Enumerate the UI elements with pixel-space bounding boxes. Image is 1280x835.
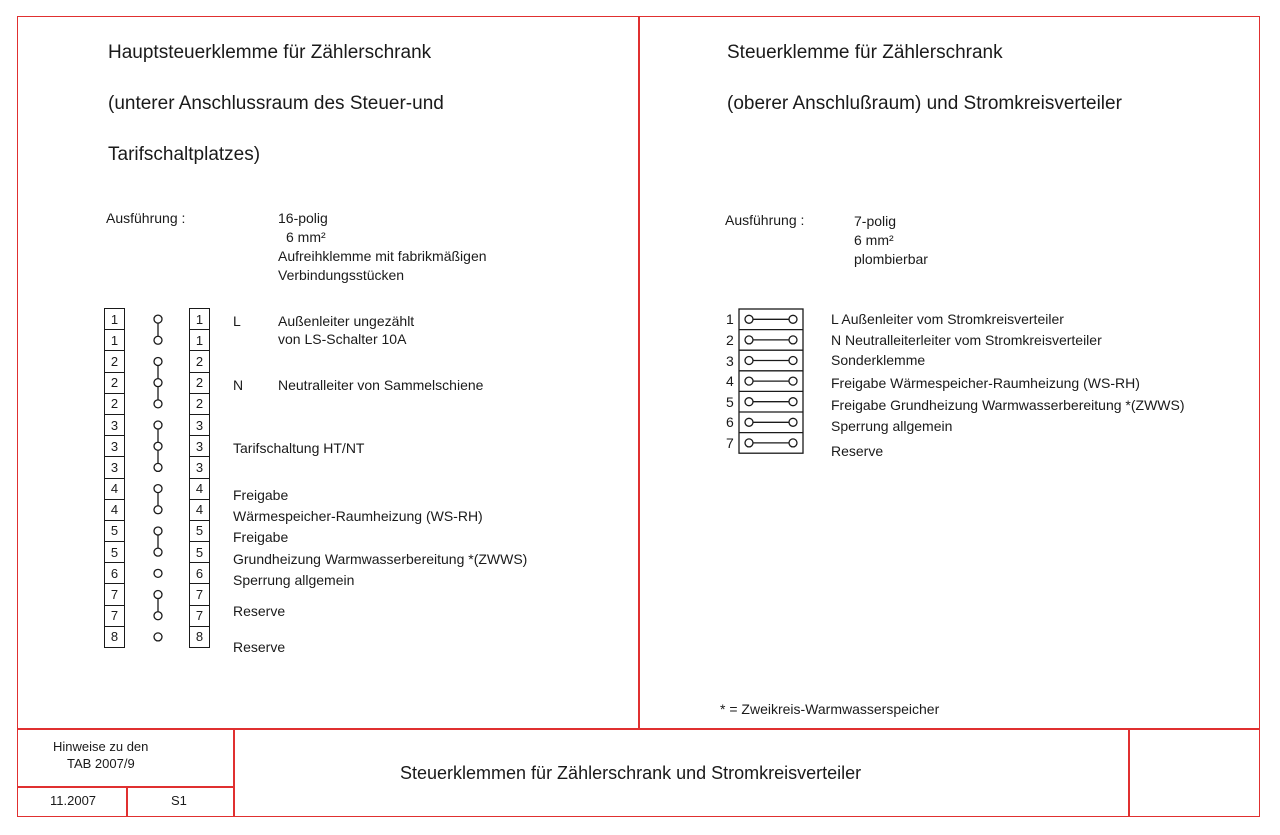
left-desc-9: Sperrung allgemein	[233, 572, 355, 588]
left-desc-4: Tarifschaltung HT/NT	[233, 440, 365, 456]
left-terminal-num-left: 2	[105, 351, 125, 372]
left-terminal-num-left: 2	[105, 372, 125, 393]
right-terminal-desc: N Neutralleiterleiter vom Stromkreisverteiler	[831, 332, 1102, 348]
left-desc-3: Neutralleiter von Sammelschiene	[278, 377, 484, 393]
right-terminal-contact	[745, 418, 753, 426]
right-ausfuehrung-label: Ausführung :	[725, 212, 805, 228]
footer-main-title: Steuerklemmen für Zählerschrank und Stromkreisverteiler	[400, 763, 862, 783]
left-title-line-1: Hauptsteuerklemme für Zählerschrank	[108, 42, 432, 63]
left-desc-8: Grundheizung Warmwasserbereitung *(ZWWS)	[233, 551, 528, 567]
left-desc-5: Freigabe	[233, 487, 289, 503]
left-terminal-num-left: 6	[105, 563, 125, 584]
right-terminal-contact	[745, 439, 753, 447]
right-terminal-contact	[745, 377, 753, 385]
left-terminal-num-left: 3	[105, 414, 125, 435]
left-desc-10: Reserve	[233, 603, 286, 619]
left-terminal-num-right: 3	[190, 414, 210, 435]
right-terminal-num: 6	[726, 414, 734, 431]
right-ausf-line-2: 6 mm²	[854, 232, 894, 248]
left-terminal-num-left: 8	[105, 626, 125, 647]
right-terminal-num: 7	[726, 434, 734, 451]
left-ausf-line-2: 6 mm²	[286, 229, 326, 245]
right-terminal-desc: Freigabe Wärmespeicher-Raumheizung (WS-RH)	[831, 375, 1140, 391]
left-terminal-num-right: 4	[190, 499, 210, 520]
left-terminal-num-right: 1	[190, 330, 210, 351]
right-footnote: * = Zweikreis-Warmwasserspeicher	[720, 701, 940, 717]
left-terminal-num-left: 4	[105, 478, 125, 499]
right-terminal-contact	[789, 418, 797, 426]
left-ausfuehrung-label: Ausführung :	[106, 210, 186, 226]
left-terminal-num-left: 7	[105, 605, 125, 626]
left-terminal-num-right: 2	[190, 372, 210, 393]
left-terminal-num-right: 2	[190, 393, 210, 414]
footer-date: 11.2007	[50, 793, 97, 808]
left-terminal-num-left: 5	[105, 542, 125, 563]
right-terminal-contact	[745, 398, 753, 406]
left-terminal-num-right: 2	[190, 351, 210, 372]
right-title-line-2: (oberer Anschlußraum) und Stromkreisverteiler	[727, 93, 1122, 114]
footer-hinweise-line-1: Hinweise zu den	[53, 739, 149, 754]
left-terminal-num-left: 3	[105, 457, 125, 478]
left-terminal-num-right: 1	[190, 309, 210, 330]
right-terminal-contact	[789, 357, 797, 365]
right-ausf-line-1: 7-polig	[854, 213, 897, 229]
left-terminal-num-left: 1	[105, 309, 125, 330]
right-terminal-contact	[789, 315, 797, 323]
left-ausf-line-3: Aufreihklemme mit fabrikmäßigen	[278, 248, 487, 264]
left-terminal-num-left: 4	[105, 499, 125, 520]
footer-hinweise-line-2: TAB 2007/9	[67, 756, 135, 771]
left-terminal-num-right: 4	[190, 478, 210, 499]
right-terminal-num: 5	[726, 393, 734, 410]
right-terminal-desc: Sperrung allgemein	[831, 418, 953, 434]
right-terminal-contact	[745, 315, 753, 323]
left-terminal-num-left: 3	[105, 436, 125, 457]
left-desc-11: Reserve	[233, 639, 286, 655]
left-desc-N-prefix: N	[233, 377, 244, 393]
left-desc-L-prefix: L	[233, 313, 241, 329]
right-title-line-1: Steuerklemme für Zählerschrank	[727, 42, 1003, 63]
right-terminal-contact	[789, 439, 797, 447]
right-terminal-num: 2	[726, 331, 734, 348]
right-terminal-contact	[745, 357, 753, 365]
right-terminal-num: 1	[726, 311, 734, 328]
right-terminal-desc: Sonderklemme	[831, 352, 926, 368]
right-terminal-desc: Reserve	[831, 443, 884, 459]
left-desc-2: von LS-Schalter 10A	[278, 331, 407, 347]
left-desc-6: Wärmespeicher-Raumheizung (WS-RH)	[233, 508, 483, 524]
left-ausf-line-1: 16-polig	[278, 210, 328, 226]
right-terminal-contact	[789, 336, 797, 344]
left-desc-1: Außenleiter ungezählt	[278, 313, 415, 329]
right-ausf-line-3: plombierbar	[854, 251, 928, 267]
left-terminal-num-right: 6	[190, 563, 210, 584]
left-title-line-2: (unterer Anschlussraum des Steuer-und	[108, 93, 444, 114]
left-terminal-num-left: 1	[105, 330, 125, 351]
left-terminal-num-right: 3	[190, 457, 210, 478]
right-terminal-desc: Freigabe Grundheizung Warmwasserbereitung *(ZWWS)	[831, 397, 1185, 413]
left-desc-7: Freigabe	[233, 529, 289, 545]
right-terminal-contact	[745, 336, 753, 344]
left-terminal-num-right: 3	[190, 436, 210, 457]
left-terminal-num-right: 7	[190, 605, 210, 626]
left-title-line-3: Tarifschaltplatzes)	[108, 144, 261, 165]
left-terminal-num-left: 5	[105, 520, 125, 541]
left-terminal-num-right: 7	[190, 584, 210, 605]
left-terminal-num-right: 5	[190, 542, 210, 563]
footer-sheet: S1	[171, 793, 187, 808]
left-terminal-num-left: 7	[105, 584, 125, 605]
right-terminal-contact	[789, 398, 797, 406]
right-terminal-contact	[789, 377, 797, 385]
left-ausf-line-4: Verbindungsstücken	[278, 267, 405, 283]
left-terminal-num-left: 2	[105, 393, 125, 414]
right-terminal-desc: L Außenleiter vom Stromkreisverteiler	[831, 311, 1064, 327]
right-terminal-num: 4	[726, 373, 734, 390]
left-terminal-num-right: 8	[190, 626, 210, 647]
right-terminal-num: 3	[726, 352, 734, 369]
left-terminal-num-right: 5	[190, 520, 210, 541]
